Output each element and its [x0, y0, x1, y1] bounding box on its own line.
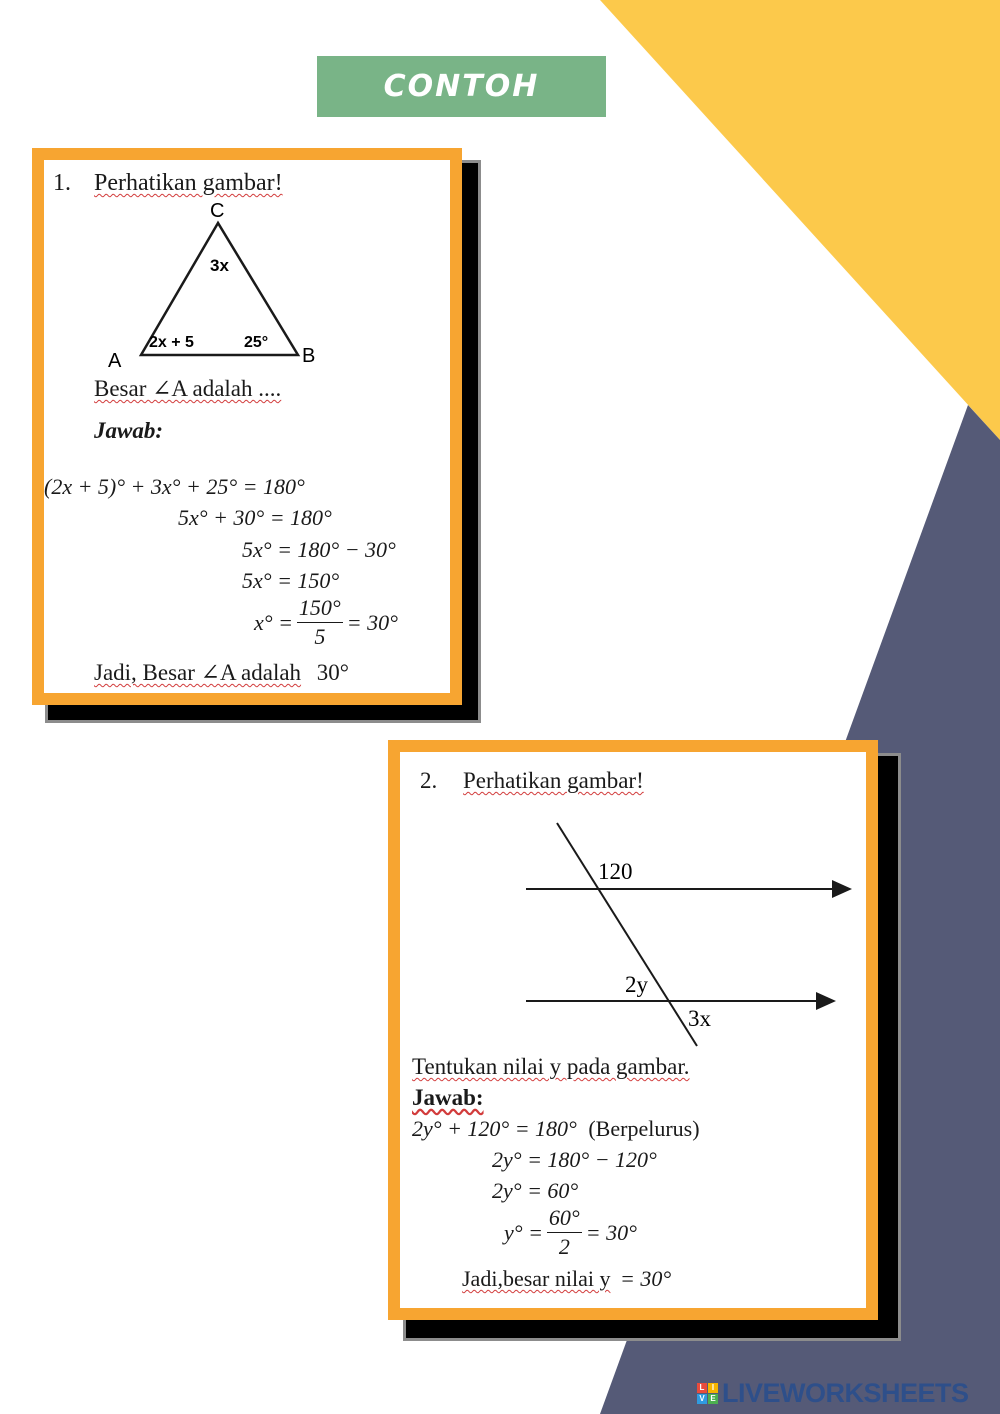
title-banner: [317, 56, 606, 117]
example2-conclusion-text: Jadi,besar nilai y: [462, 1266, 611, 1291]
triangle-diagram: [104, 197, 344, 367]
example1-step-2: 5x° + 30° = 180°: [178, 505, 332, 530]
example2-conclusion: [462, 1266, 671, 1292]
example2-question: Tentukan nilai y pada gambar.: [412, 1054, 690, 1079]
angle-c-label: 3x: [210, 256, 229, 275]
example2-step-2: 2y° = 180° − 120°: [492, 1147, 657, 1172]
logo-grid-icon: [697, 1383, 718, 1404]
logo-letter-i: I: [708, 1383, 718, 1393]
vertex-a-label: A: [108, 350, 122, 367]
example1-question: Besar ∠A adalah ....: [94, 376, 282, 401]
vertex-c-label: C: [210, 200, 225, 222]
example2-instruction: Perhatikan gambar!: [463, 768, 644, 793]
logo-letter-e: E: [708, 1394, 718, 1404]
example2-fraction: [547, 1204, 582, 1261]
example2-step-3: 2y° = 60°: [492, 1178, 579, 1203]
example1-instruction: Perhatikan gambar!: [94, 170, 283, 196]
liveworksheets-logo[interactable]: [697, 1378, 969, 1409]
example1-fraction: [297, 594, 343, 651]
angle-a-label: 2x + 5: [149, 334, 194, 351]
logo-letter-v: V: [697, 1394, 707, 1404]
example2-final-step: [504, 1204, 637, 1261]
example2-step-1-note: (Berpelurus): [588, 1116, 700, 1141]
angle-b-label: 25°: [244, 334, 269, 351]
angle-2y-label: 2y: [625, 972, 648, 997]
example2-answer-label: Jawab:: [412, 1085, 484, 1110]
example1-final-rhs: = 30°: [346, 609, 398, 635]
example2-card: [388, 740, 878, 1320]
example2-final-rhs: = 30°: [585, 1219, 637, 1245]
arrow-head-top: [832, 880, 852, 898]
example1-step-4: 5x° = 150°: [242, 568, 340, 593]
angle-120-label: 120: [598, 859, 633, 884]
example2-number: 2.: [420, 768, 438, 793]
example1-step-3: 5x° = 180° − 30°: [242, 537, 396, 562]
yellow-triangle: [600, 0, 1000, 440]
arrow-head-bottom: [816, 992, 836, 1010]
example2-step-1: [412, 1116, 700, 1142]
example1-conclusion-text: Jadi, Besar ∠A adalah: [94, 660, 302, 685]
vertex-b-label: B: [302, 345, 316, 367]
example2-fraction-numerator: 60°: [547, 1204, 582, 1233]
example1-conclusion-value: 30°: [316, 660, 349, 685]
example1-answer-label: Jawab:: [94, 418, 163, 443]
example1-conclusion: [94, 660, 349, 686]
example1-card: [32, 148, 462, 705]
example1-final-lhs: x° =: [254, 609, 293, 635]
page-title: CONTOH: [383, 69, 540, 104]
example2-fraction-denominator: 2: [558, 1234, 570, 1259]
example1-number: 1.: [53, 170, 71, 196]
transversal-line: [557, 823, 697, 1046]
example1-final-step: [254, 594, 398, 651]
logo-letter-l: L: [697, 1383, 707, 1393]
example1-fraction-numerator: 150°: [297, 594, 343, 623]
example1-step-1: (2x + 5)° + 3x° + 25° = 180°: [44, 474, 305, 499]
logo-text: LIVEWORKSHEETS: [722, 1378, 969, 1408]
parallel-lines-diagram: [520, 806, 866, 1056]
angle-3x-label: 3x: [688, 1006, 711, 1031]
example1-fraction-denominator: 5: [314, 624, 326, 649]
example2-final-lhs: y° =: [504, 1219, 543, 1245]
example2-step-1-equation: 2y° + 120° = 180°: [412, 1116, 577, 1141]
example2-conclusion-value: = 30°: [619, 1266, 672, 1291]
